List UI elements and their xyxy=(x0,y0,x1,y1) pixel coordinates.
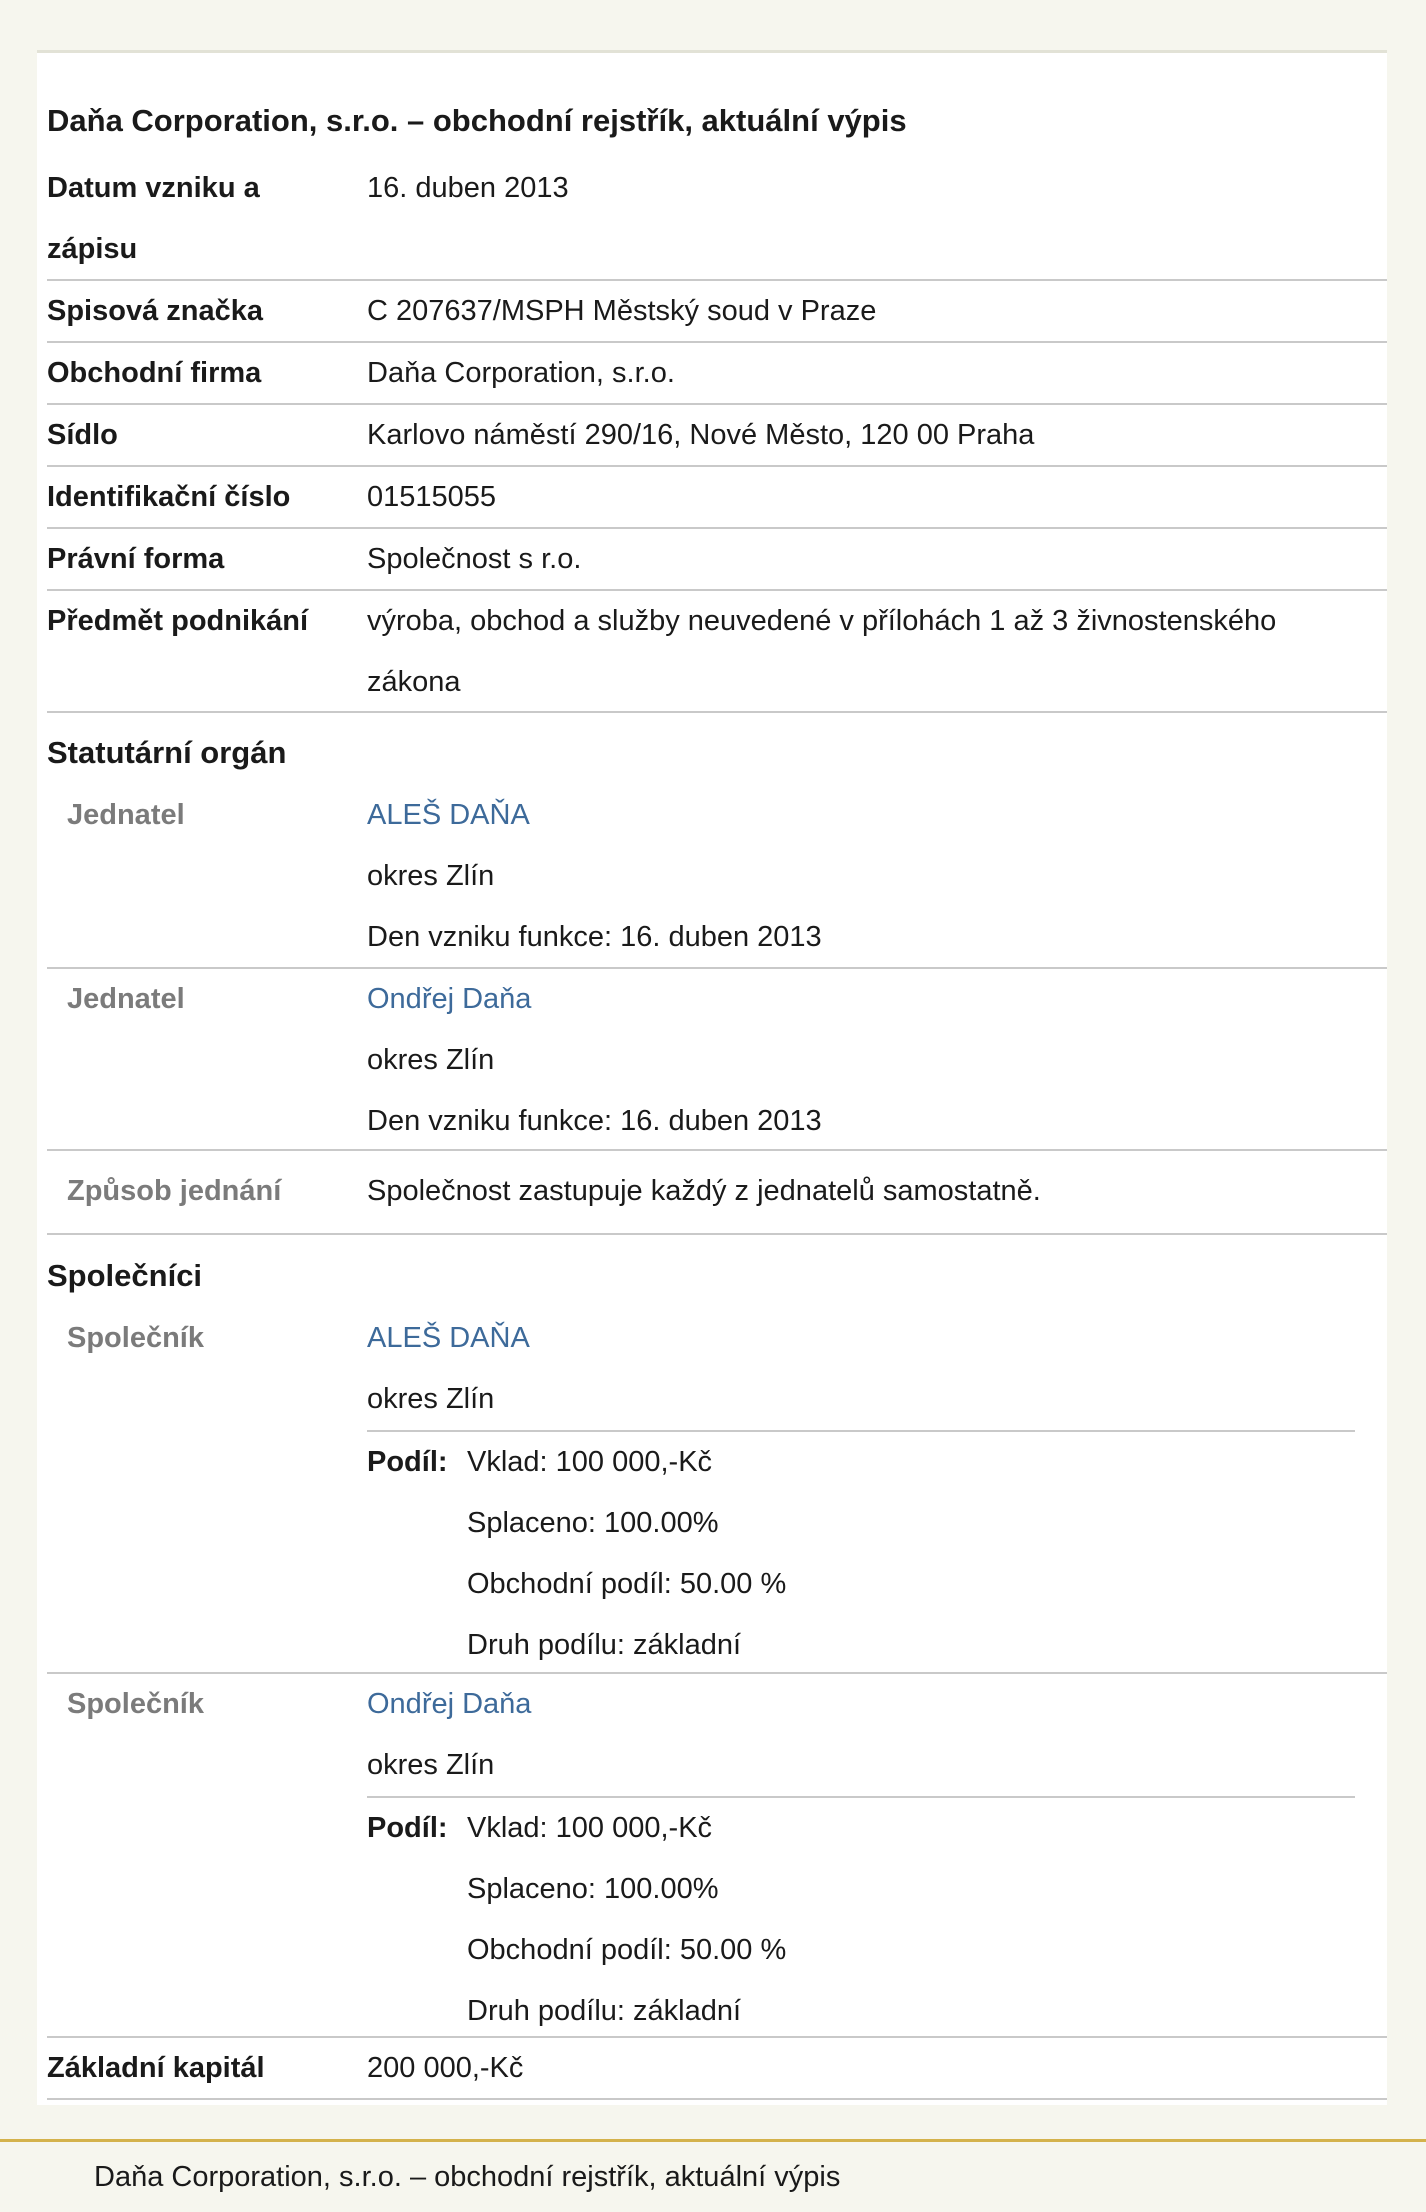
statutarni-member xyxy=(47,785,1387,965)
member-role: Jednatel xyxy=(67,799,185,831)
podil-vklad: Vklad: 100 000,-Kč xyxy=(467,1812,713,1844)
member-role: Jednatel xyxy=(67,983,185,1015)
page-title: Daňa Corporation, s.r.o. – obchodní rejstřík, aktuální výpis xyxy=(47,103,907,138)
member-okres: okres Zlín xyxy=(367,1749,495,1781)
member-role: Společník xyxy=(67,1322,204,1354)
sidlo-value: Karlovo náměstí 290/16, Nové Město, 120 00 Praha xyxy=(367,419,1035,451)
podil-splaceno: Splaceno: 100.00% xyxy=(467,1873,719,1905)
member-name-link[interactable]: ALEŠ DAŇA xyxy=(367,799,530,831)
member-name-link[interactable]: Ondřej Daňa xyxy=(367,983,532,1015)
row-obchodni-firma xyxy=(47,341,1387,403)
member-name-link[interactable]: ALEŠ DAŇA xyxy=(367,1322,530,1354)
spolecnik-member xyxy=(47,1308,1387,1670)
forma-label: Právní forma xyxy=(47,543,225,575)
datum-value: 16. duben 2013 xyxy=(367,172,569,204)
podil-splaceno: Splaceno: 100.00% xyxy=(467,1507,719,1539)
member-okres: okres Zlín xyxy=(367,860,495,892)
member-okres: okres Zlín xyxy=(367,1383,495,1415)
spolecnik-member xyxy=(47,1672,1387,2036)
datum-label: Datum vzniku a zápisu xyxy=(47,172,260,265)
member-den-vzniku: Den vzniku funkce: 16. duben 2013 xyxy=(367,1105,822,1137)
member-name-link[interactable]: Ondřej Daňa xyxy=(367,1688,532,1720)
divider-spolecnici xyxy=(47,1233,1387,1235)
podil-label: Podíl: xyxy=(367,1446,448,1478)
podil-druh: Druh podílu: základní xyxy=(467,1629,742,1661)
spis-value: C 207637/MSPH Městský soud v Praze xyxy=(367,295,877,327)
podil-details xyxy=(467,1798,786,2042)
sidlo-label: Sídlo xyxy=(47,419,118,451)
row-sidlo xyxy=(47,403,1387,465)
podil-obchodni: Obchodní podíl: 50.00 % xyxy=(467,1568,787,1600)
member-details xyxy=(367,1674,1377,1796)
firma-value: Daňa Corporation, s.r.o. xyxy=(367,357,675,389)
podil-obchodni: Obchodní podíl: 50.00 % xyxy=(467,1934,787,1966)
kapital-label: Základní kapitál xyxy=(47,2052,265,2084)
section-statutarni-heading: Statutární orgán xyxy=(47,735,287,770)
row-pravni-forma xyxy=(47,527,1387,589)
member-details xyxy=(367,969,1377,1152)
ico-value: 01515055 xyxy=(367,481,497,513)
zpusob-value: Společnost zastupuje každý z jednatelů samostatně. xyxy=(367,1175,1041,1207)
podil-details xyxy=(467,1432,786,1676)
member-okres: okres Zlín xyxy=(367,1044,495,1076)
predmet-value: výroba, obchod a služby neuvedené v přílohách 1 až 3 živnostenského zákona xyxy=(367,605,1277,698)
ico-label: Identifikační číslo xyxy=(47,481,291,513)
member-role: Společník xyxy=(67,1688,204,1720)
podil-druh: Druh podílu: základní xyxy=(467,1995,742,2027)
spis-label: Spisová značka xyxy=(47,295,263,327)
podil-label: Podíl: xyxy=(367,1812,448,1844)
member-den-vzniku: Den vzniku funkce: 16. duben 2013 xyxy=(367,921,822,953)
forma-value: Společnost s r.o. xyxy=(367,543,582,575)
predmet-label: Předmět podnikání xyxy=(47,605,309,637)
row-zpusob-jednani xyxy=(47,1149,1387,1233)
row-zakladni-kapital xyxy=(47,2036,1387,2100)
register-extract-card xyxy=(37,50,1387,2105)
kapital-value: 200 000,-Kč xyxy=(367,2052,524,2084)
firma-label: Obchodní firma xyxy=(47,357,262,389)
statutarni-member xyxy=(47,967,1387,1149)
section-spolecnici-heading: Společníci xyxy=(47,1258,203,1293)
podil-vklad: Vklad: 100 000,-Kč xyxy=(467,1446,713,1478)
row-predmet-podnikani xyxy=(47,589,1387,711)
row-datum-vzniku xyxy=(47,158,1387,279)
zpusob-label: Způsob jednání xyxy=(67,1175,282,1207)
divider-statutarni xyxy=(47,711,1387,713)
footer-divider xyxy=(0,2139,1426,2142)
member-details xyxy=(367,785,1377,968)
row-spisova-znacka xyxy=(47,279,1387,341)
footer-text: Daňa Corporation, s.r.o. – obchodní rejstřík, aktuální výpis xyxy=(94,2161,841,2193)
member-details xyxy=(367,1308,1377,1430)
row-identifikacni-cislo xyxy=(47,465,1387,527)
